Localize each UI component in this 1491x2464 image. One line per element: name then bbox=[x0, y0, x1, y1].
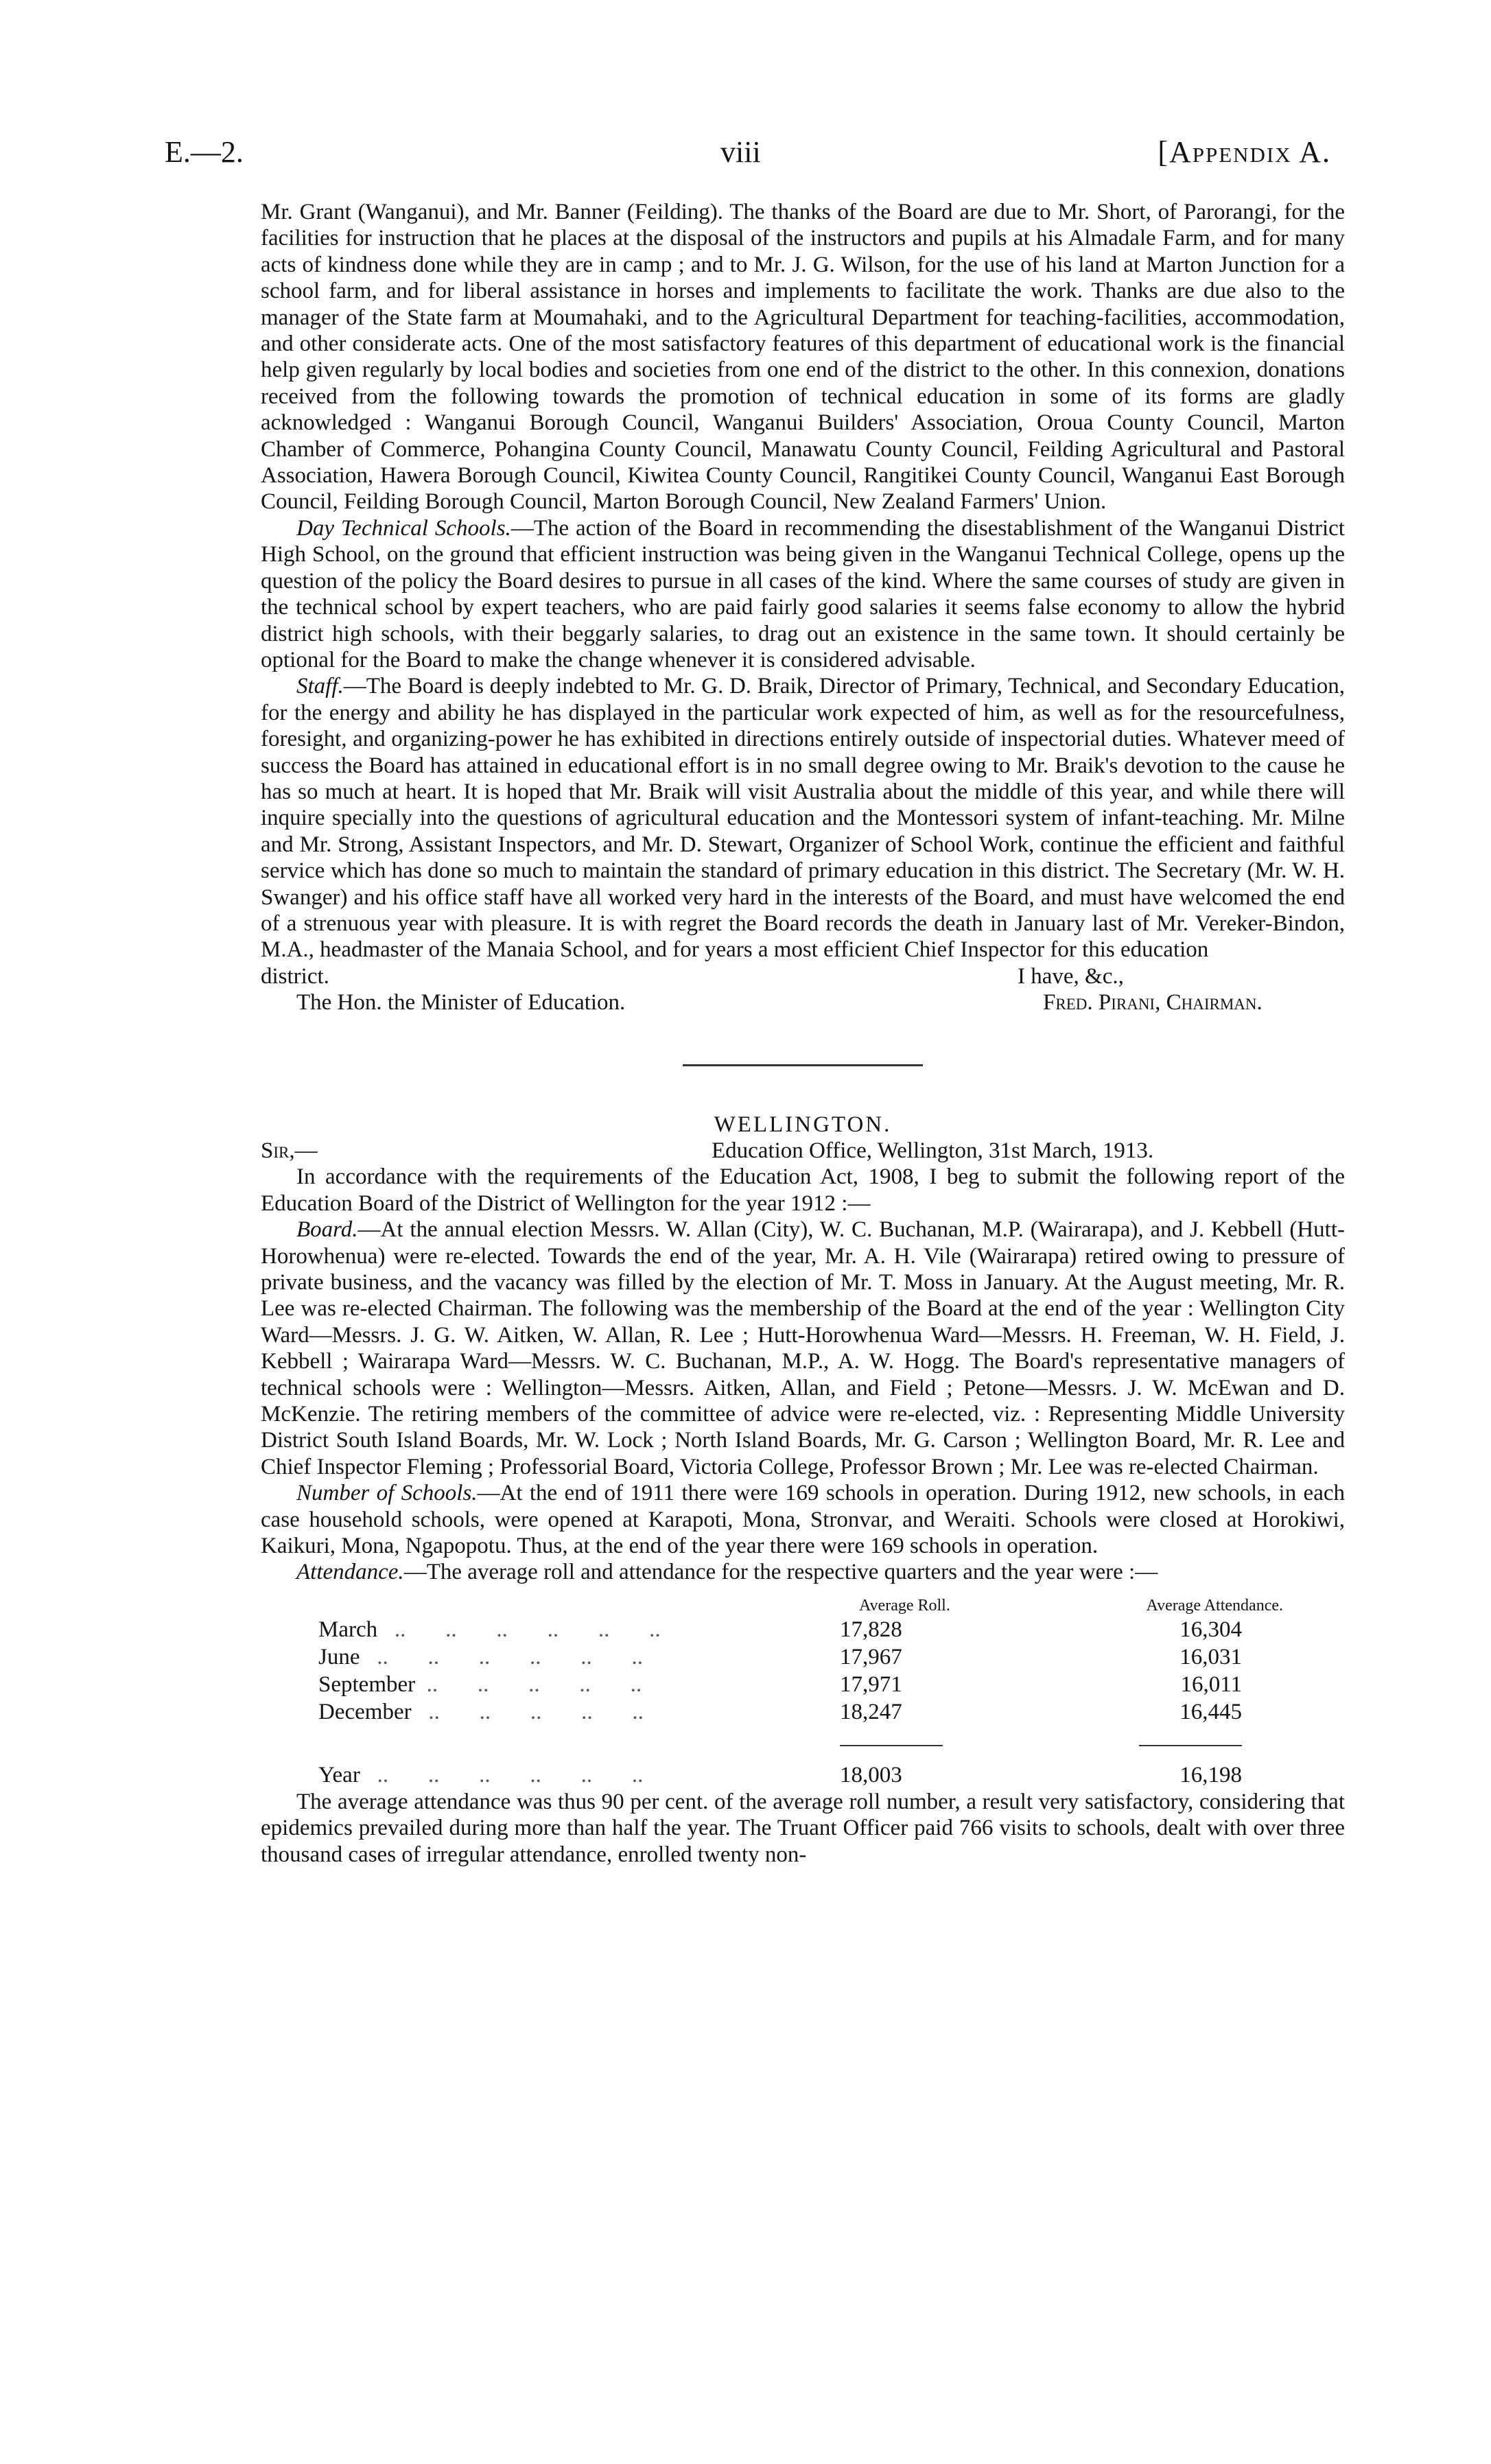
period-label: September bbox=[318, 1671, 416, 1697]
period-label: Year bbox=[318, 1762, 360, 1787]
header-parliamentary-ref: E.—2. bbox=[165, 135, 244, 169]
salutation-row bbox=[261, 1138, 1345, 1164]
paragraph-last-word: district. bbox=[261, 963, 329, 989]
closing-row bbox=[261, 963, 1345, 989]
page-header bbox=[165, 134, 1331, 176]
addressee: The Hon. the Minister of Education. bbox=[296, 990, 626, 1016]
paragraph-attendance: Attendance.—The average roll and attendance for the respective quarters and the year were :— bbox=[296, 1560, 1158, 1585]
period-column-header bbox=[261, 1595, 840, 1616]
average-attendance-column-header: Average Attendance. bbox=[1146, 1596, 1283, 1615]
average-attendance-cell: 16,304 bbox=[1179, 1617, 1242, 1642]
average-roll-cell: 17,971 bbox=[840, 1671, 902, 1697]
total-rule bbox=[840, 1745, 943, 1746]
signature: Fred. Pirani, Chairman. bbox=[1043, 990, 1263, 1016]
paragraph-day-technical-schools: Day Technical Schools.—The action of the Board in recommending the disestablishment of the Wanganui District High School, on the ground that efficient instruction was being given in the Wanganui Technical College, opens up the question of the policy the Board desires to pursue in all cases of the kind. Where the same courses of study are given in the technical school by expert teachers, who are paid fairly good salaries it seems false economy to allow the hybrid district high schools, with their beggarly salaries, to drag out an existence in the same town. It should certainly be optional for the Board to make the change whenever it is considered advisable. bbox=[261, 515, 1345, 672]
run-in-heading: Board. bbox=[296, 1217, 358, 1243]
dot-leader: .. .. .. .. .. bbox=[416, 1699, 644, 1724]
period-label: June bbox=[318, 1644, 360, 1669]
run-in-heading: Staff. bbox=[296, 674, 344, 699]
dot-leader: .. .. .. .. .. bbox=[421, 1671, 642, 1697]
paragraph-staff: Staff.—The Board is deeply indebted to Mr. G. D. Braik, Director of Primary, Technical, and Secondary Education, for the energy and ability he has displayed in the particular work expected of him, as well as for the resourcefulness, foresight, and organizing-power he has exhibited in directions entirely outside of inspectorial duties. Whatever meed of success the Board has attained in educational effort is in no small degree owing to Mr. Braik's devotion to the cause he has so much at heart. It is hoped that Mr. Braik will visit Australia about the middle of this year, and while there will inquire specially into the questions of agricultural education and the Montessori system of infant-teaching. Mr. Milne and Mr. Strong, Assistant Inspectors, and Mr. D. Stewart, Organizer of School Work, continue the efficient and faithful service which has done so much to maintain the standard of primary education in this district. The Secretary (Mr. W. H. Swanger) and his office staff have all worked very hard in the interests of the Board, and must have welcomed the end of a strenuous year with pleasure. It is with regret the Board records the death in January last of Mr. Vereker-Bindon, M.A., headmaster of the Manaia School, and for years a most efficient Chief Inspector for this education bbox=[261, 674, 1345, 963]
closing-phrase: I have, &c., bbox=[1018, 963, 1124, 989]
average-attendance-cell: 16,445 bbox=[1179, 1699, 1242, 1724]
dot-leader: .. .. .. .. .. .. bbox=[366, 1762, 644, 1787]
run-in-heading: Day Technical Schools. bbox=[296, 515, 511, 541]
wellington-report bbox=[261, 1112, 1345, 1868]
table-header-row bbox=[261, 1595, 1345, 1616]
wanganui-report-end bbox=[261, 199, 1345, 1016]
period-label: December bbox=[318, 1699, 412, 1724]
period-label: March bbox=[318, 1617, 378, 1642]
paragraph-intro: In accordance with the requirements of the Education Act, 1908, I beg to submit the following report of the Education Board of the District of Wellington for the year 1912 :— bbox=[261, 1164, 1345, 1216]
total-rule bbox=[1139, 1745, 1242, 1746]
table-row bbox=[261, 1698, 1345, 1726]
paragraph-number-of-schools: Number of Schools.—At the end of 1911 there were 169 schools in operation. During 1912, new schools, in each case household schools, were opened at Karapoti, Mona, Stronvar, and Weraiti. Schools were closed at Horokiwi, Kaikuri, Mona, Ngapopotu. Thus, at the end of the year there were 169 schools in operation. bbox=[261, 1481, 1345, 1559]
average-attendance-total: 16,198 bbox=[1179, 1762, 1242, 1787]
dateline: Education Office, Wellington, 31st March, 1913. bbox=[712, 1138, 1154, 1163]
run-in-heading: Attendance. bbox=[296, 1560, 404, 1585]
run-in-heading: Number of Schools. bbox=[296, 1481, 478, 1506]
paragraph-acknowledgements: Mr. Grant (Wanganui), and Mr. Banner (Feilding). The thanks of the Board are due to Mr. Short, of Parorangi, for the facilities for instruction that he places at the disposal of the instructors and pupils at his Almadale Farm, and for many acts of kindness done while they are in camp ; and to Mr. J. G. Wilson, for the use of his land at Marton Junction for a school farm, and for liberal assistance in horses and implements to facilitate the work. Thanks are due also to the manager of the State farm at Moumahaki, and to the Agricultural Department for teaching-facilities, accommodation, and other considerate acts. One of the most satisfactory features of this department of educational work is the financial help given regularly by local bodies and societies from one end of the district to the other. In this connexion, donations received from the following towards the promotion of technical education in some of its forms are gladly acknowledged : Wanganui Borough Council, Wanganui Builders' Association, Oroua County Council, Marton Chamber of Commerce, Pohangina County Council, Manawatu County Council, Feilding Agricultural and Pastoral Association, Hawera Borough Council, Kiwitea County Council, Rangitikei County Council, Wanganui East Borough Council, Feilding Borough Council, Marton Borough Council, New Zealand Farmers' Union. bbox=[261, 200, 1345, 515]
dot-leader: .. .. .. .. .. .. bbox=[383, 1617, 661, 1642]
table-row bbox=[261, 1643, 1345, 1671]
average-attendance-cell: 16,031 bbox=[1179, 1644, 1242, 1669]
salutation: Sir,— bbox=[261, 1138, 318, 1163]
section-divider bbox=[683, 1064, 923, 1066]
dot-leader: .. .. .. .. .. .. bbox=[365, 1644, 643, 1669]
paragraph-attendance-summary: The average attendance was thus 90 per cent. of the average roll number, a result very satisfactory, considering that epidemics prevailed during more than half the year. The Truant Officer paid 766 visits to schools, dealt with over three thousand cases of irregular attendance, enrolled twenty non- bbox=[261, 1789, 1345, 1867]
average-attendance-cell: 16,011 bbox=[1180, 1671, 1242, 1697]
paragraph-board: Board.—At the annual election Messrs. W. Allan (City), W. C. Buchanan, M.P. (Wairarapa), and J. Kebbell (Hutt-Horowhenua) were re-elected. Towards the end of the year, Mr. A. H. Vile (Wairarapa) retired owing to pressure of private business, and the vacancy was filled by the election of Mr. T. Moss in January. At the August meeting, Mr. R. Lee was re-elected Chairman. The following was the membership of the Board at the end of the year : Wellington City Ward—Messrs. J. G. W. Aitken, W. Allan, R. Lee ; Hutt-Horowhenua Ward—Messrs. H. Freeman, W. H. Field, J. Kebbell ; Wairarapa Ward—Messrs. W. C. Buchanan, M.P., A. W. Hogg. The Board's representative managers of technical schools were : Wellington—Messrs. Aitken, Allan, and Field ; Petone—Messrs. J. W. McEwan and D. McKenzie. The retiring members of the committee of advice were re-elected, viz. : Representing Middle University District South Island Boards, Mr. W. Lock ; North Island Boards, Mr. G. Carson ; Wellington Board, Mr. R. Lee and Chief Inspector Fleming ; Professorial Board, Victoria College, Professor Brown ; Mr. Lee was re-elected Chairman. bbox=[261, 1217, 1345, 1479]
section-title: WELLINGTON. bbox=[714, 1112, 892, 1137]
table-row bbox=[261, 1671, 1345, 1698]
header-page-number: viii bbox=[720, 135, 761, 169]
total-rule-row bbox=[261, 1726, 1345, 1753]
table-row bbox=[261, 1616, 1345, 1643]
page-body bbox=[261, 199, 1345, 1868]
average-roll-cell: 17,828 bbox=[840, 1617, 902, 1642]
average-roll-cell: 17,967 bbox=[840, 1644, 902, 1669]
average-roll-total: 18,003 bbox=[840, 1762, 902, 1787]
signature-row bbox=[261, 989, 1345, 1016]
average-roll-cell: 18,247 bbox=[840, 1699, 902, 1724]
table-total-row bbox=[261, 1753, 1345, 1789]
header-appendix: [Appendix A. bbox=[1158, 135, 1331, 169]
attendance-table bbox=[261, 1595, 1345, 1789]
average-roll-column-header: Average Roll. bbox=[859, 1596, 950, 1615]
